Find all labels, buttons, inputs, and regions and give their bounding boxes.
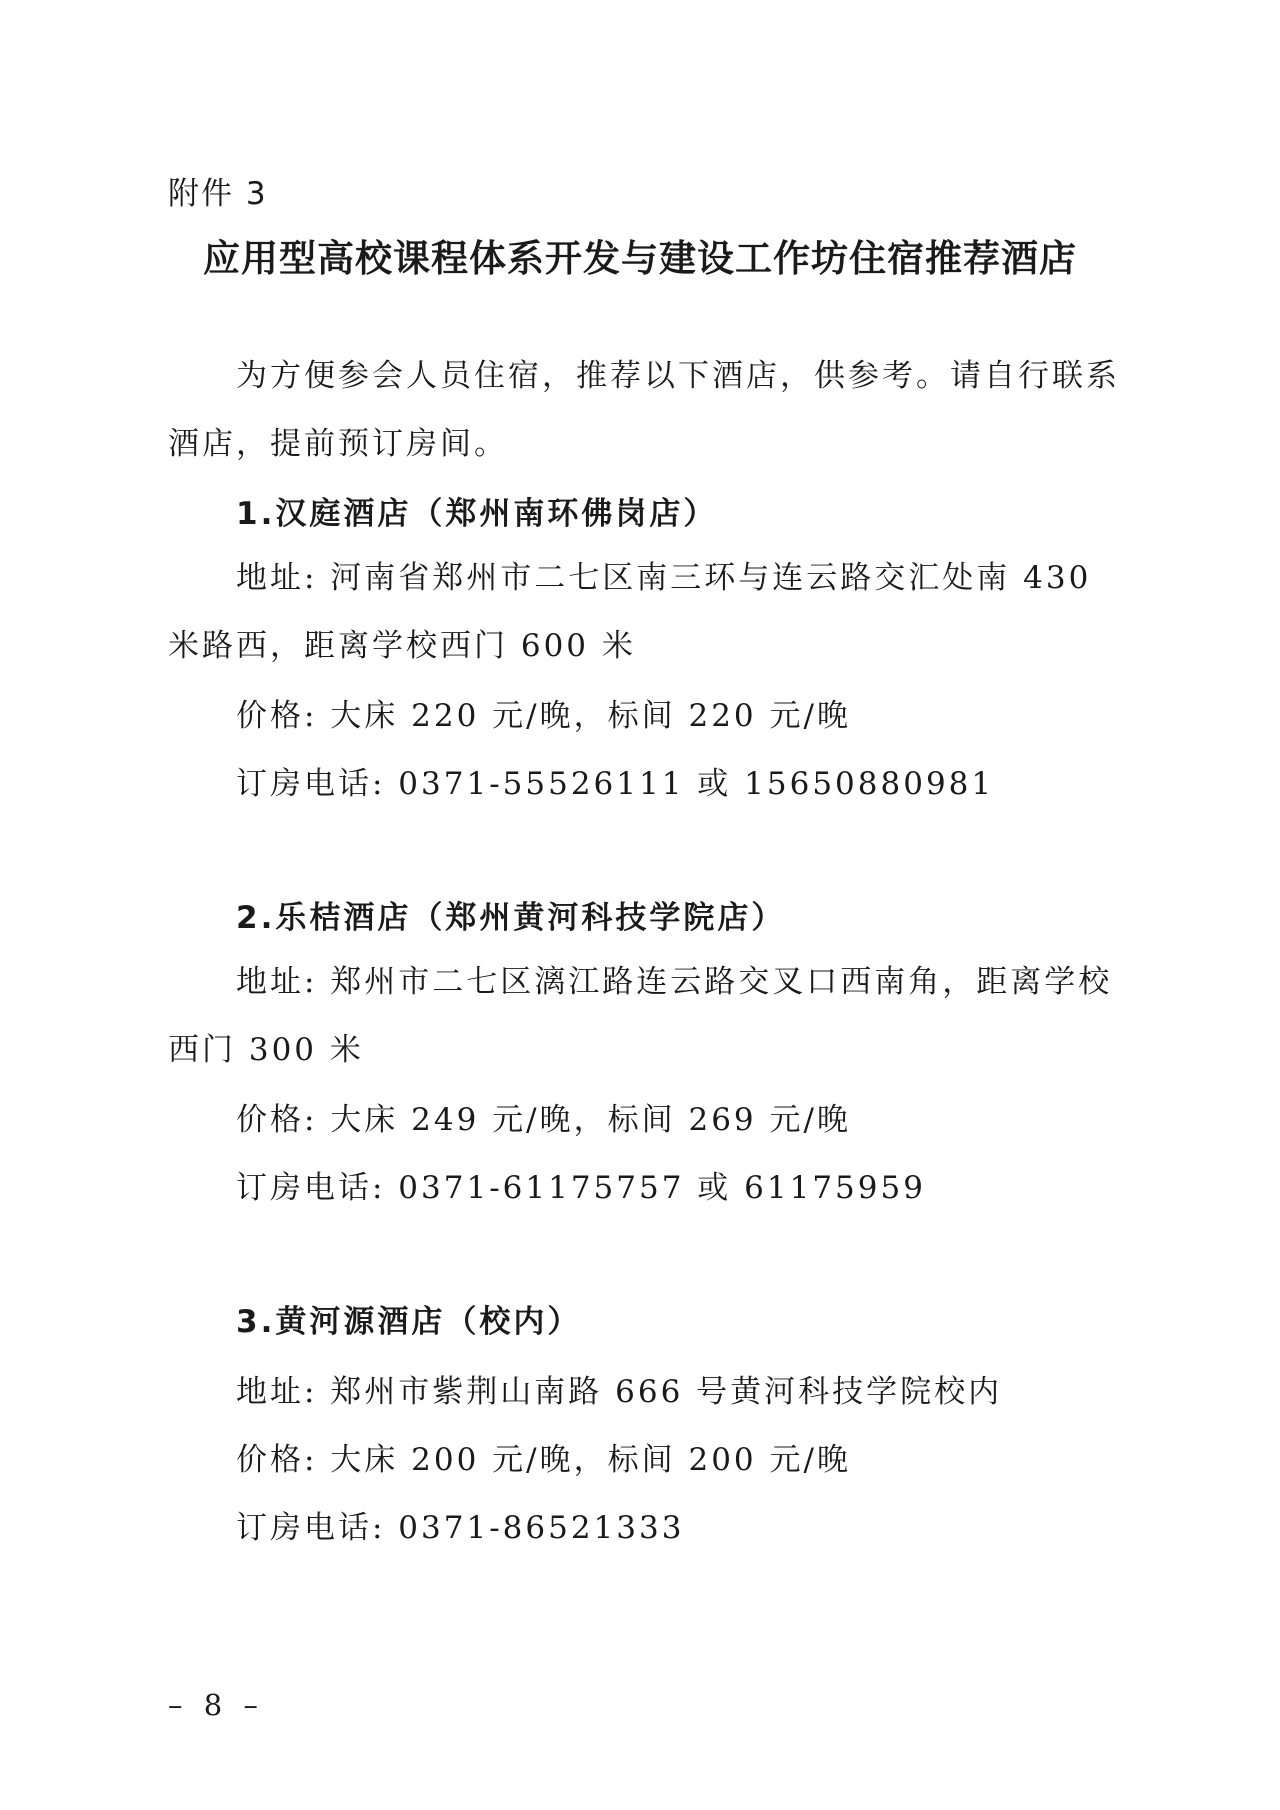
hotel-1-price: 价格: 大床 220 元/晚，标间 220 元/晚 (236, 698, 851, 734)
page-number: – 8 – (168, 1688, 264, 1722)
hotel-1-address: 地址: 河南省郑州市二七区南三环与连云路交汇处南 430 米路西，距离学校西门 600 米 (168, 560, 1092, 664)
hotel-2-phone: 订房电话: 0371-61175757 或 61175959 (236, 1170, 926, 1206)
hotel-1-name: 1.汉庭酒店（郑州南环佛岗店） (236, 496, 718, 532)
attachment-label: 附件 3 (168, 176, 268, 212)
hotel-3-price: 价格: 大床 200 元/晚，标间 200 元/晚 (236, 1442, 851, 1478)
hotel-2-name: 2.乐桔酒店（郑州黄河科技学院店） (236, 900, 786, 936)
document-title: 应用型高校课程体系开发与建设工作坊住宿推荐酒店 (203, 237, 1077, 280)
hotel-2-price: 价格: 大床 249 元/晚，标间 269 元/晚 (236, 1102, 851, 1138)
intro-paragraph: 为方便参会人员住宿，推荐以下酒店，供参考。请自行联系酒店，提前预订房间。 (168, 358, 1120, 462)
hotel-3-phone: 订房电话: 0371-86521333 (236, 1510, 685, 1546)
hotel-3-name: 3.黄河源酒店（校内） (236, 1304, 582, 1340)
hotel-3-address: 地址: 郑州市紫荆山南路 666 号黄河科技学院校内 (236, 1374, 1003, 1410)
hotel-2-address: 地址: 郑州市二七区漓江路连云路交叉口西南角，距离学校西门 300 米 (168, 964, 1113, 1068)
hotel-1-phone: 订房电话: 0371-55526111 或 15650880981 (236, 766, 995, 802)
